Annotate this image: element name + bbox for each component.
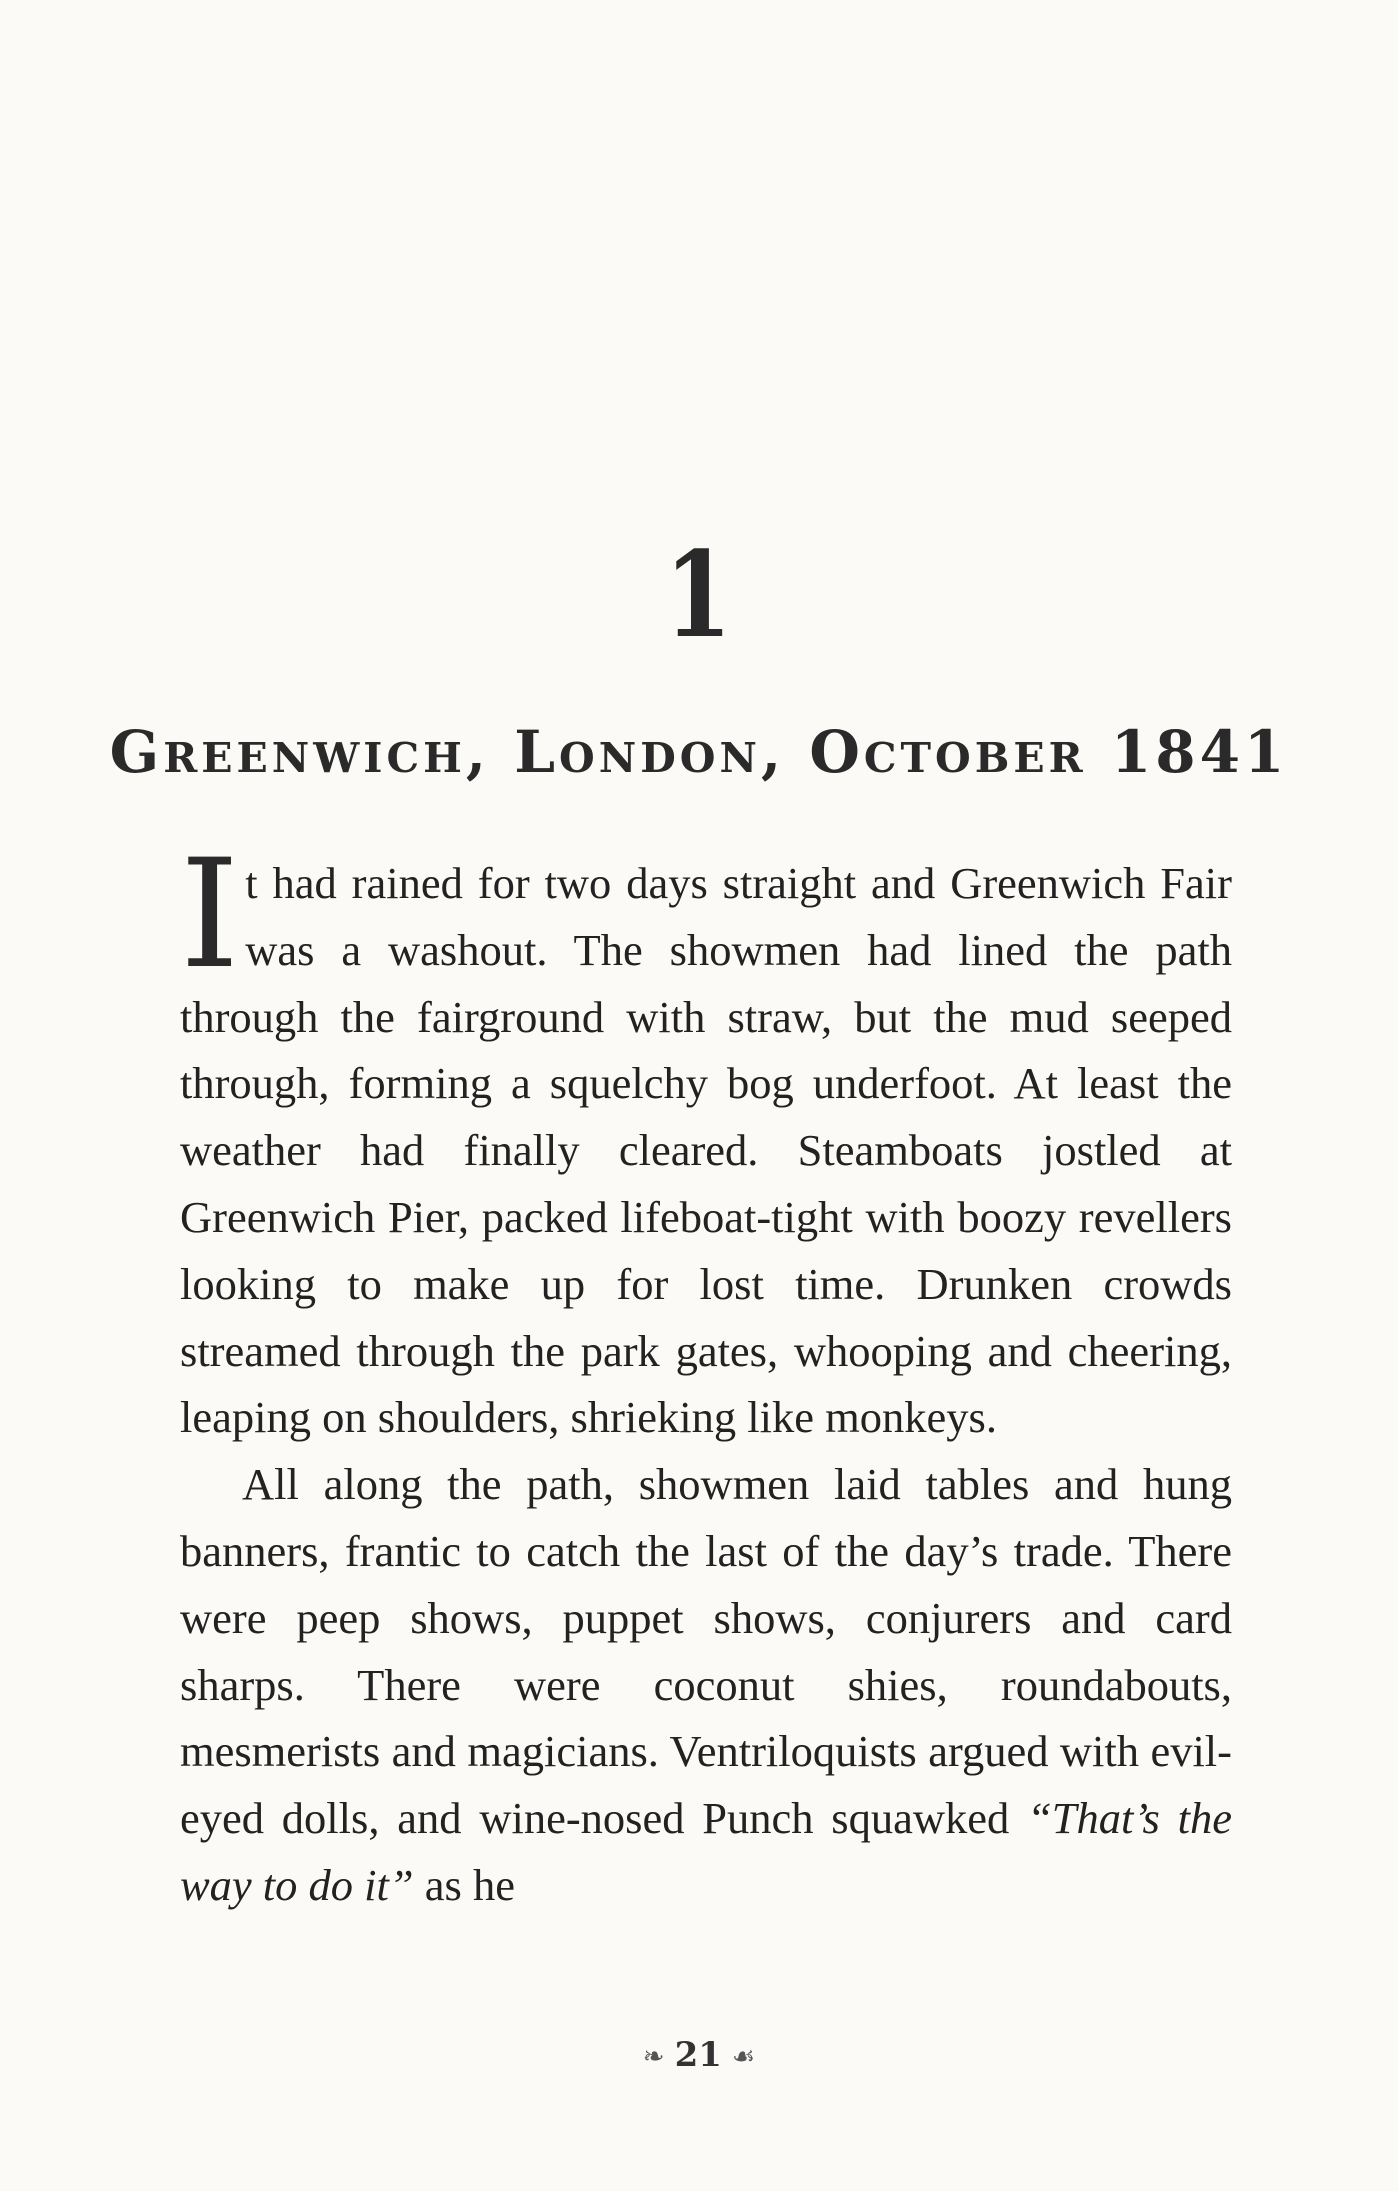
chapter-title: Greenwich, London, October 1841 xyxy=(109,718,1289,786)
paragraph-2 xyxy=(180,1451,1232,1919)
page-number: 21 xyxy=(674,2035,722,2075)
paragraph-1 xyxy=(180,828,1232,1451)
drop-cap: I xyxy=(180,828,240,1002)
body-text xyxy=(180,828,1232,1919)
ornament-left-icon: ❧ xyxy=(642,2042,665,2072)
punch-quote: “That’s the way to do it” xyxy=(180,1793,1232,1910)
paragraph-2-text: All along the path, showmen laid tables and hung banners, frantic to catch the last of the day’s trade. There were peep shows, puppet shows, conjurers and card sharps. There were coconut shies, roundabouts, mesmerists and magicians. Ventriloquists argued with evil-eyed dolls, and wine-nosed Punch squawked xyxy=(180,1459,1232,1844)
paragraph-1-text: t had rained for two days straight and Greenwich Fair was a washout. The showmen had lined the path through the fairground with straw, but the mud seeped through, forming a squelchy bog underfoot. At least the weather had finally cleared. Steamboats jostled at Greenwich Pier, packed lifeboat-tight with boozy revellers looking to make up for lost time. Drunken crowds streamed through the park gates, whooping and cheering, leaping on shoulders, shrieking like monkeys. xyxy=(180,858,1232,1443)
ornament-right-icon: ☙ xyxy=(731,2042,756,2072)
page-footer xyxy=(0,2035,1398,2077)
paragraph-2-tail: as he xyxy=(413,1859,515,1910)
chapter-number: 1 xyxy=(664,525,734,664)
